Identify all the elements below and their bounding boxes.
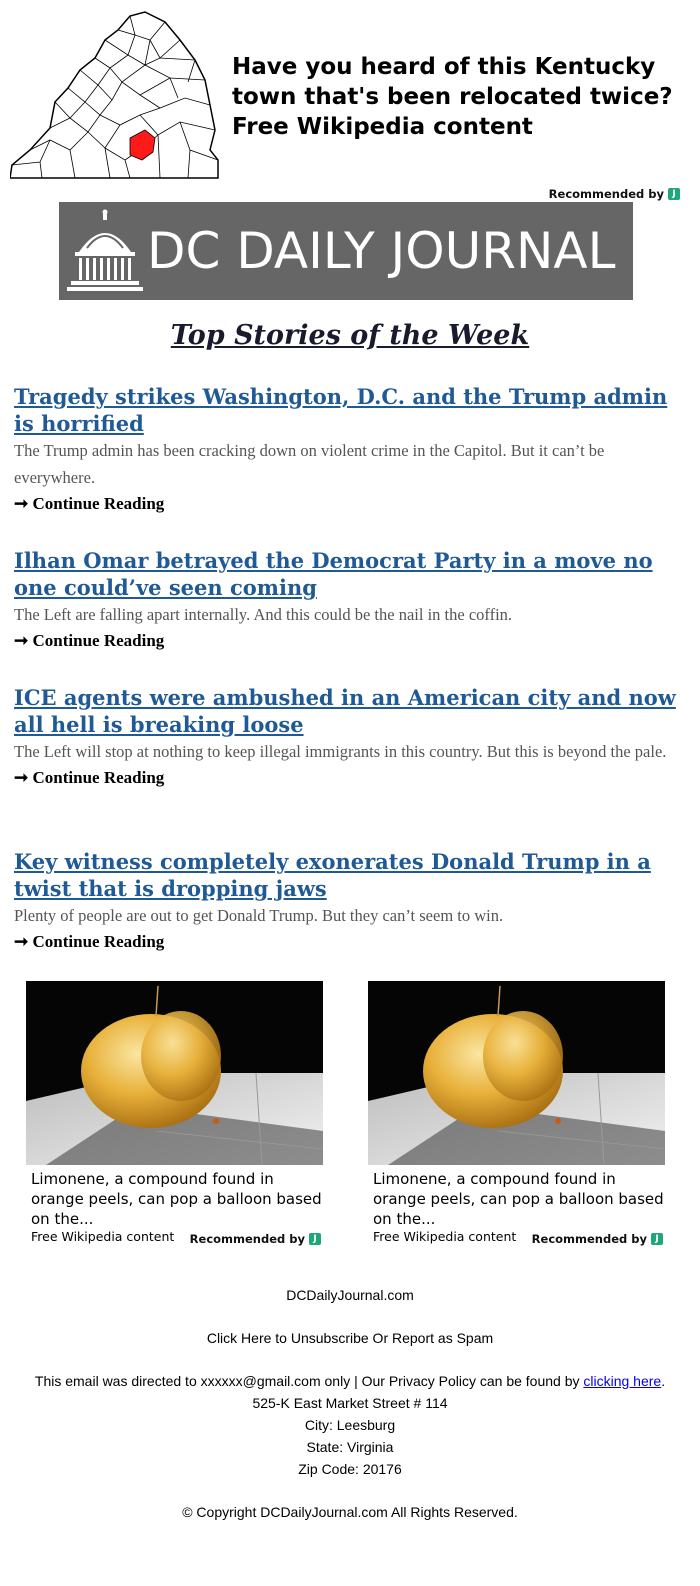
continue-reading-link[interactable]: ➞ Continue Reading [14, 631, 165, 650]
section-title: Top Stories of the Week [170, 320, 530, 351]
footer-zip: Zip Code: 20176 [298, 1461, 402, 1477]
story-item [14, 684, 686, 791]
jeeng-logo-icon: J [309, 1233, 321, 1245]
story-item [14, 383, 686, 517]
continue-reading-link[interactable]: ➞ Continue Reading [14, 932, 165, 951]
continue-reading-link[interactable]: ➞ Continue Reading [14, 768, 165, 787]
recommended-label: Recommended by [548, 187, 664, 201]
story-summary: Plenty of people are out to get Donald Trump. But they can’t seem to win. [14, 906, 504, 925]
ad-card[interactable] [26, 981, 323, 1244]
footer-state: State: Virginia [306, 1439, 394, 1455]
story-headline-link[interactable]: ICE agents were ambushed in an American city and now all hell is breaking loose [14, 685, 676, 737]
story-headline-link[interactable]: Ilhan Omar betrayed the Democrat Party in a move no one could’ve seen coming [14, 548, 653, 600]
story-item [14, 848, 686, 955]
recommended-label: Recommended by [531, 1232, 647, 1246]
masthead-logo[interactable] [59, 202, 633, 300]
recommended-label: Recommended by [189, 1232, 305, 1246]
directed-suffix: . [661, 1373, 666, 1389]
unsubscribe-link[interactable]: Click Here to Unsubscribe Or Report as Spam [206, 1330, 494, 1346]
balloon-photo-image[interactable] [26, 981, 323, 1165]
footer-city: City: Leesburg [304, 1417, 396, 1433]
recommended-by-badge[interactable] [532, 1232, 663, 1246]
recommended-by-badge[interactable] [549, 187, 680, 201]
jeeng-logo-icon: J [651, 1233, 663, 1245]
story-summary: The Left are falling apart internally. And this could be the nail in the coffin. [14, 605, 513, 624]
privacy-policy-link[interactable]: clicking here [583, 1373, 662, 1389]
story-headline-link[interactable]: Key witness completely exonerates Donald Trump in a twist that is dropping jaws [14, 849, 651, 901]
ad-card-caption[interactable]: Limonene, a compound found in orange peels, can pop a balloon based on the... [373, 1170, 664, 1228]
footer-site: DCDailyJournal.com [286, 1287, 414, 1303]
footer-address: 525-K East Market Street # 114 [252, 1395, 448, 1411]
directed-text: This email was directed to xxxxxx@gmail.com only | Our Privacy Policy can be found by [34, 1373, 584, 1389]
ad-card-source: Free Wikipedia content [31, 1229, 175, 1244]
story-headline-link[interactable]: Tragedy strikes Washington, D.C. and the Trump admin is horrified [14, 384, 668, 436]
capitol-dome-icon [67, 208, 143, 294]
continue-reading-link[interactable]: ➞ Continue Reading [14, 494, 165, 513]
jeeng-logo-icon: J [668, 188, 680, 200]
story-summary: The Trump admin has been cracking down on violent crime in the Capitol. But it can’t be everywhere. [14, 441, 605, 487]
story-summary: The Left will stop at nothing to keep illegal immigrants in this country. But this is beyond the pale. [14, 742, 667, 761]
footer-directed-notice [0, 1370, 700, 1392]
kentucky-map-image[interactable] [10, 10, 220, 182]
top-ad[interactable] [10, 10, 690, 182]
ad-card[interactable] [368, 981, 665, 1244]
ad-headline-text[interactable]: Have you heard of this Kentucky town that's been relocated twice? [232, 54, 673, 110]
story-item [14, 547, 686, 654]
ad-source: Free Wikipedia content [232, 114, 533, 140]
ad-headline[interactable] [232, 52, 682, 142]
footer-copyright: © Copyright DCDailyJournal.com All Rights Reserved. [182, 1504, 518, 1520]
brand-name: DC DAILY JOURNAL [147, 222, 616, 280]
balloon-photo-image[interactable] [368, 981, 665, 1165]
ad-card-source: Free Wikipedia content [373, 1229, 517, 1244]
ad-card-caption[interactable]: Limonene, a compound found in orange peels, can pop a balloon based on the... [31, 1170, 322, 1228]
recommended-by-badge[interactable] [190, 1232, 321, 1246]
